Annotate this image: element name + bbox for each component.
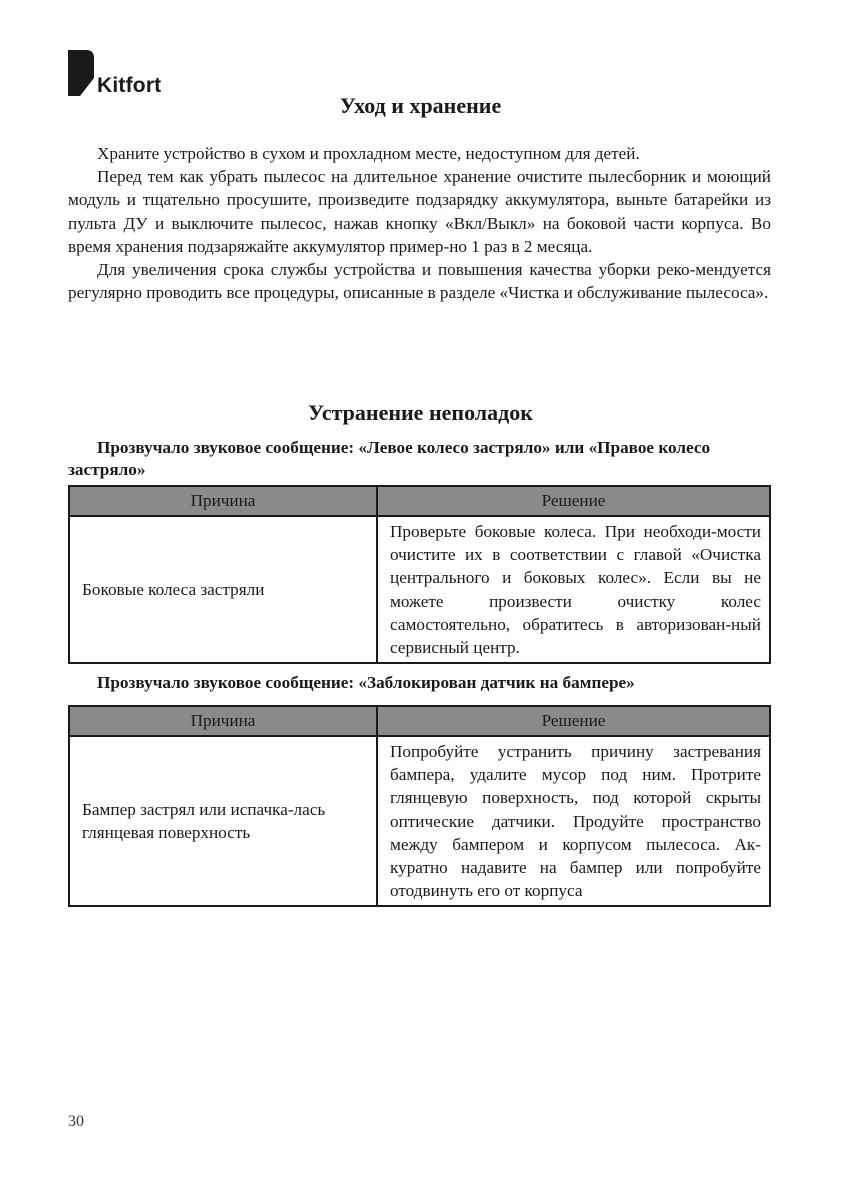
care-title: Уход и хранение xyxy=(339,93,502,118)
issue-table xyxy=(68,705,771,907)
care-section xyxy=(68,142,771,304)
care-paragraph: Для увеличения срока службы устройства и повышения качества уборки реко-мендуется регулярно проводить все процедуры, описанные в разделе «Чистка и обслуживание пылесоса». xyxy=(68,260,771,303)
issue-table xyxy=(68,485,771,664)
cause-column-header: Причина xyxy=(69,486,377,516)
solution-cell: Попробуйте устранить причину застревания бампера, удалите мусор под ним. Протрите глянцевую поверхность, под которой скрыты оптические датчики. Продуйте пространство между бампером и корпусом пылесоса. Ак-куратно надавите на бампер или попробуйте отодвинуть его от корпуса xyxy=(377,736,770,906)
page-number: 30 xyxy=(68,1113,84,1130)
table-row xyxy=(69,516,770,663)
brand-logo xyxy=(68,50,161,96)
kitfort-logo-icon xyxy=(68,50,94,96)
solution-column-header: Решение xyxy=(377,706,770,736)
solution-cell: Проверьте боковые колеса. При необходи-мости очистите их в соответствии с главой «Очистка центрального и боковых колес». Если вы не можете произвести очистку колес самостоятельно, обратитесь в авторизован-ный сервисный центр. xyxy=(377,516,770,663)
cause-column-header: Причина xyxy=(69,706,377,736)
troubleshooting-title: Устранение неполадок xyxy=(308,400,533,425)
brand-name: Kitfort xyxy=(97,74,162,97)
solution-column-header: Решение xyxy=(377,486,770,516)
cause-cell: Боковые колеса застряли xyxy=(69,516,377,663)
cause-cell: Бампер застрял или испачка-лась глянцевая поверхность xyxy=(69,736,377,906)
issue-heading: Прозвучало звуковое сообщение: «Левое колесо застряло» или «Правое колесо застряло» xyxy=(68,438,711,479)
table-row xyxy=(69,736,770,906)
issue-heading: Прозвучало звуковое сообщение: «Заблокирован датчик на бампере» xyxy=(97,673,635,692)
care-paragraph: Храните устройство в сухом и прохладном месте, недоступном для детей. xyxy=(97,144,640,163)
care-paragraph: Перед тем как убрать пылесос на длительное хранение очистите пылесборник и моющий модуль и тщательно просушите, произведите подзарядку аккумулятора, выньте батарейки из пульта ДУ и выключите пылесос, нажав кнопку «Вкл/Выкл» на боковой части корпуса. Во время хранения подзаряжайте аккумулятор пример-но 1 раз в 2 месяца. xyxy=(68,167,771,256)
